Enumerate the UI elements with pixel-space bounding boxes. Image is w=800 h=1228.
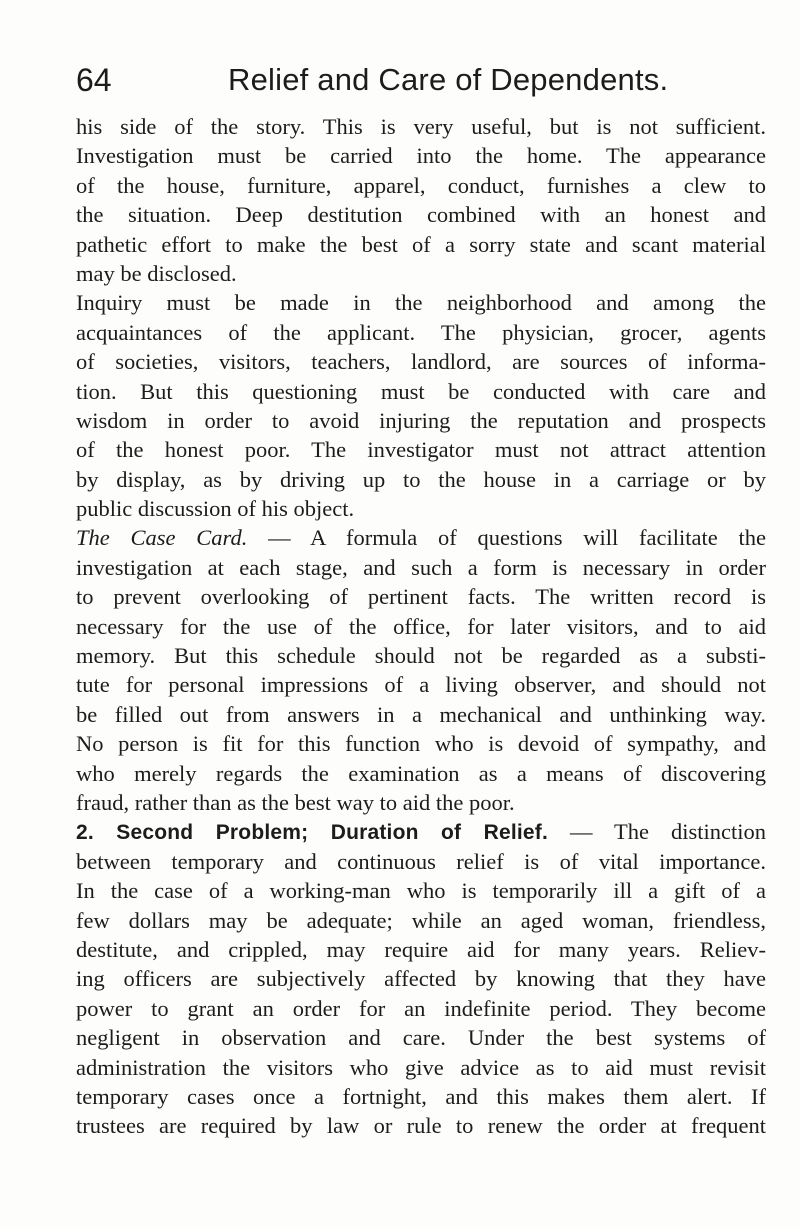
text-line: wisdom in order to avoid injuring the reputation and prospects: [76, 407, 766, 433]
page-number: 64: [76, 62, 112, 98]
text-line: public discussion of his object.: [76, 496, 355, 522]
text-line: his side of the story. This is very useful, but is not sufficient.: [76, 114, 766, 139]
text-line: be filled out from answers in a mechanical and unthinking way.: [76, 701, 766, 727]
text-line: between temporary and continuous relief is of vital importance.: [76, 848, 766, 874]
text-line: Inquiry must be made in the neighborhood and among the: [76, 290, 766, 316]
text-line: acquaintances of the applicant. The physician, grocer, agents: [76, 319, 766, 345]
text-line: trustees are required by law or rule to renew the order at frequent: [76, 1113, 766, 1139]
running-title: Relief and Care of Dependents.: [228, 62, 669, 97]
text-line: of the house, furniture, apparel, conduct, furnishes a clew to: [76, 172, 766, 198]
text-line: of societies, visitors, teachers, landlord, are sources of informa-: [76, 349, 766, 375]
text-line: who merely regards the examination as a means of discovering: [76, 760, 766, 786]
text-line: tion. But this questioning must be conducted with care and: [76, 378, 766, 404]
case-card-rest: — A formula of questions will facilitate the: [247, 525, 766, 551]
text-line: may be disclosed.: [76, 260, 237, 286]
text-line: No person is fit for this function who is devoid of sympathy, and: [76, 731, 766, 757]
text-line: power to grant an order for an indefinite period. They become: [76, 995, 766, 1021]
text-line: tute for personal impressions of a living observer, and should not: [76, 672, 766, 698]
text-line: investigation at each stage, and such a form is necessary in order: [76, 554, 766, 580]
text-line: temporary cases once a fortnight, and this makes them alert. If: [76, 1083, 766, 1109]
problem-heading: 2. Second Problem; Duration of Relief.: [76, 821, 549, 845]
text-line: of the honest poor. The investigator must not attract attention: [76, 437, 766, 463]
text-line: to prevent overlooking of pertinent facts. The written record is: [76, 584, 766, 610]
text-line: destitute, and crippled, may require aid for many years. Reliev-: [76, 936, 766, 962]
body-text: [76, 112, 766, 1141]
problem-rest: — The distinction: [548, 819, 766, 845]
text-line: ing officers are subjectively affected by knowing that they have: [76, 966, 766, 992]
text-line: the situation. Deep destitution combined with an honest and: [76, 202, 766, 228]
text-line: few dollars may be adequate; while an aged woman, friendless,: [76, 907, 766, 933]
text-line: fraud, rather than as the best way to aid the poor.: [76, 789, 515, 815]
text-line: negligent in observation and care. Under the best systems of: [76, 1025, 766, 1051]
text-line: memory. But this schedule should not be regarded as a substi-: [76, 643, 766, 669]
text-line: pathetic effort to make the best of a sorry state and scant material: [76, 231, 766, 257]
page-header: [76, 60, 756, 100]
text-line: by display, as by driving up to the house in a carriage or by: [76, 466, 766, 492]
problem-line: [76, 817, 766, 846]
text-line: Investigation must be carried into the home. The appearance: [76, 143, 766, 169]
case-card-line: [76, 523, 766, 552]
text-line: administration the visitors who give advice as to aid must revisit: [76, 1054, 766, 1080]
case-card-heading: The Case Card.: [76, 525, 248, 551]
text-line: necessary for the use of the office, for later visitors, and to aid: [76, 613, 766, 639]
text-line: In the case of a working-man who is temporarily ill a gift of a: [76, 878, 766, 904]
